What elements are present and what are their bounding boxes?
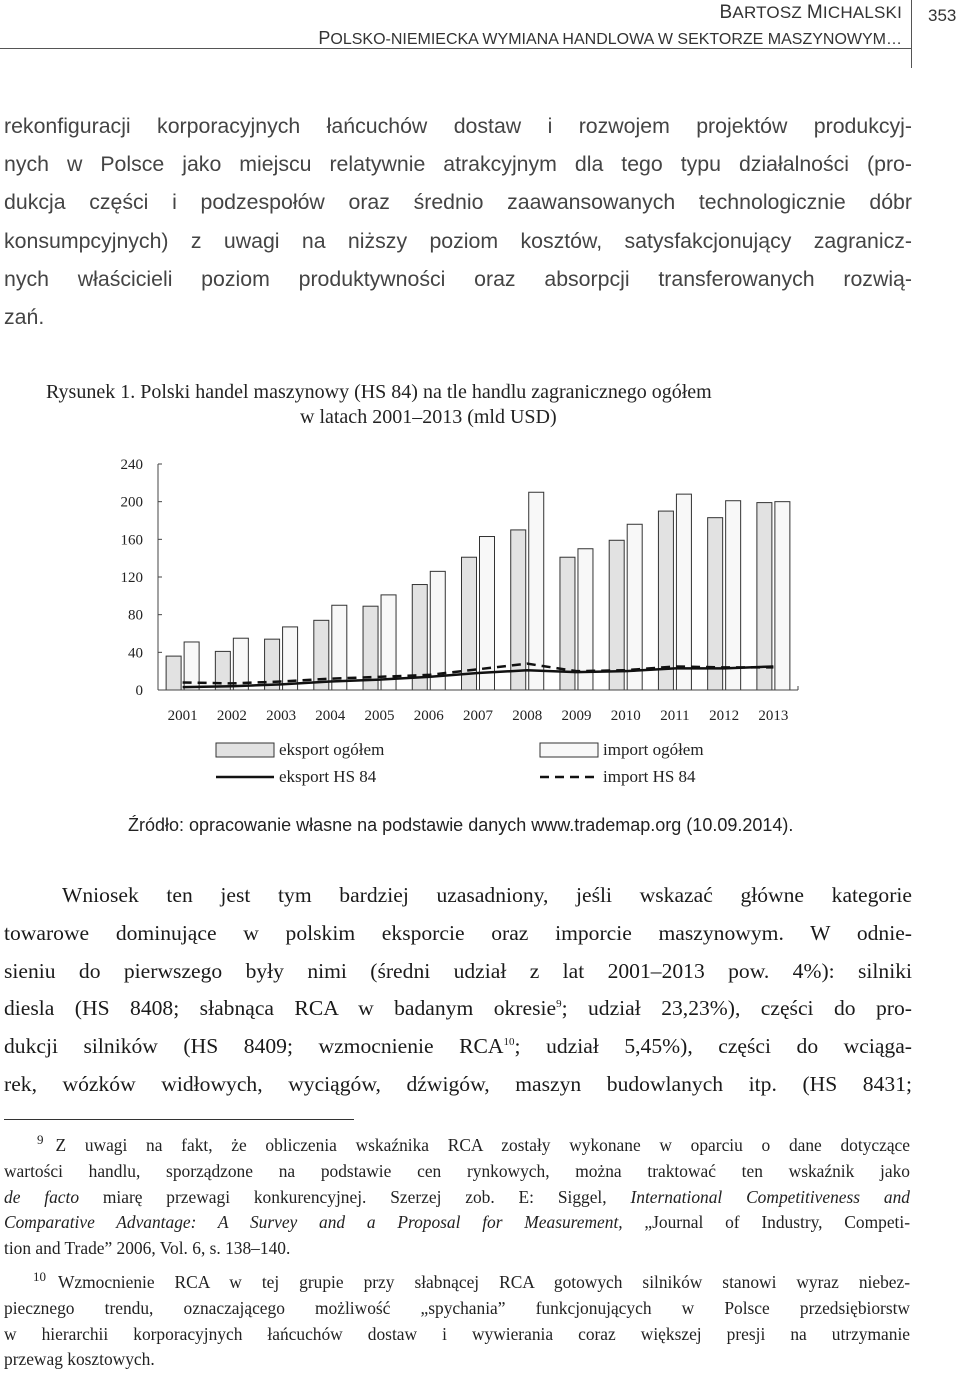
x-tick-label: 2001 [167, 708, 198, 724]
bar-eksport-ogolem [757, 503, 772, 690]
x-tick-label: 2007 [463, 708, 493, 724]
body-paragraph-1 [4, 107, 912, 336]
legend-swatch [216, 743, 274, 757]
footnote-ref-10[interactable]: 10 [503, 1036, 515, 1048]
x-tick-label: 2012 [709, 708, 740, 724]
legend-swatch [540, 743, 598, 757]
y-tick-label: 0 [135, 683, 143, 699]
footnote-line: de facto miarę przewagi konkurencyjnej. Szerzej zob. E: Siggel, International Competitiveness and [4, 1186, 910, 1207]
x-tick-label: 2011 [660, 708, 690, 724]
x-tick-label: 2006 [413, 708, 444, 724]
figure-caption: Rysunek 1. Polski handel maszynowy (HS 84) na tle handlu zagranicznego ogółem [46, 381, 712, 403]
footnote-line: Comparative Advantage: A Survey and a Proposal for Measurement, „Journal of Industry, Competi- [4, 1212, 910, 1233]
figure-source: Źródło: opracowanie własne na podstawie danych www.trademap.org (10.09.2014). [128, 815, 794, 835]
footnote-rule [4, 1119, 354, 1120]
bar-import-ogolem [578, 549, 593, 690]
text-line: Wniosek ten jest tym bardziej uzasadniony, jeśli wskazać główne kategorie [62, 883, 912, 907]
footnote-9 [4, 1133, 910, 1262]
x-axis-ticks [158, 686, 798, 724]
bar-import-ogolem [627, 524, 642, 690]
x-tick-label: 2009 [561, 708, 592, 724]
legend-label: eksport HS 84 [279, 767, 377, 786]
footnote-ref-9[interactable]: 9 [556, 998, 562, 1011]
footnote-line: piecznego trendu, oznaczającego możliwość „spychania” funkcjonujących w Polsce przedsiębiorstw [4, 1297, 910, 1318]
bar-import-ogolem [726, 501, 741, 690]
footnote-line: $^9$ Z uwagi na fakt, że obliczenia wskaźnika RCA zostały wykonane w oparciu o dane dotyczące [37, 1132, 910, 1155]
bar-import-ogolem [676, 494, 691, 690]
x-tick-label: 2002 [216, 708, 247, 724]
text-line: dukcji silników (HS 8409; wzmocnienie RCA$^{10}$; udział 5,45%), części do wciąga- [4, 1034, 912, 1059]
x-tick-label: 2005 [364, 708, 395, 724]
x-tick-label: 2003 [266, 708, 297, 724]
y-tick-label: 240 [120, 457, 143, 473]
footnote-line: w hierarchii korporacyjnych łańcuchów dostaw i wywierania coraz większej presji na utrzymanie [4, 1323, 910, 1344]
text-line: konsumpcyjnych) z uwagi na niższy poziom kosztów, satysfakcjonujący zagranicz- [4, 228, 912, 253]
bar-eksport-ogolem [658, 511, 673, 690]
legend-label: eksport ogółem [279, 740, 385, 759]
chart-legend [216, 740, 704, 786]
footnote-10 [4, 1270, 910, 1373]
running-header-title: POLSKO-NIEMIECKA WYMIANA HANDLOWA W SEKTORZE MASZYNOWYM… [318, 28, 902, 48]
footnote-line: wartości handlu, sporządzone na podstawie cen rynkowych, można traktować ten wskaźnik jako [4, 1160, 910, 1181]
bar-series [166, 492, 790, 690]
bar-import-ogolem [775, 502, 790, 690]
bar-eksport-ogolem [708, 518, 723, 690]
x-tick-label: 2004 [315, 708, 346, 724]
header-rule [0, 48, 912, 49]
text-line: zań. [4, 305, 45, 330]
text-line: rekonfiguracji korporacyjnych łańcuchów dostaw i rozwojem projektów produkcyj- [4, 114, 912, 138]
x-tick-label: 2008 [512, 708, 543, 724]
bar-import-ogolem [529, 492, 544, 690]
footnote-line: $^{10}$ Wzmocnienie RCA w tej grupie przy słabnącej RCA gotowych silników stanowi wyraz niebez- [33, 1269, 910, 1292]
text-line: nych w Polsce jako miejscu relatywnie atrakcyjnym dla tego typu działalności (pro- [4, 152, 912, 177]
text-line: nych właścicieli poziom produktywności oraz absorpcji transferowanych rozwią- [4, 266, 912, 291]
bar-eksport-ogolem [609, 540, 624, 690]
y-tick-label: 160 [120, 532, 143, 549]
footnote-line: przewag kosztowych. [4, 1349, 155, 1370]
y-tick-label: 80 [128, 607, 143, 624]
x-tick-label: 2013 [758, 708, 789, 724]
body-paragraph-2 [4, 877, 912, 1104]
figure-caption-line2: w latach 2001–2013 (mld USD) [300, 406, 557, 428]
text-line: towarowe dominujące w polskim eksporcie oraz imporcie maszynowym. W odnie- [4, 920, 912, 945]
y-tick-label: 120 [120, 570, 143, 586]
trade-chart [0, 440, 960, 820]
y-axis-ticks [121, 457, 163, 699]
y-tick-label: 40 [128, 645, 143, 662]
running-header-author: BARTOSZ MICHALSKI [719, 2, 902, 23]
x-tick-label: 2010 [610, 708, 641, 724]
legend-label: import HS 84 [603, 767, 696, 786]
text-line: diesla (HS 8408; słabnąca RCA w badanym okresie$^9$; udział 23,23%), części do pro- [4, 996, 912, 1021]
bar-eksport-ogolem [166, 656, 181, 690]
header-divider [911, 0, 912, 68]
page-number: 353 [928, 6, 957, 25]
text-line: rek, wózków widłowych, wyciągów, dźwigów, maszyn budowlanych itp. (HS 8431; [4, 1071, 912, 1096]
legend-label: import ogółem [603, 740, 704, 759]
text-line: sieniu do pierwszego były nimi (średni udział z lat 2001–2013 pow. 4%): silniki [4, 958, 912, 983]
y-tick-label: 200 [120, 494, 143, 511]
text-line: dukcja części i podzespołów oraz średnio zaawansowanych technologicznie dóbr [4, 190, 912, 215]
footnote-line: tion and Trade” 2006, Vol. 6, s. 138–140. [4, 1238, 291, 1259]
bar-import-ogolem [480, 537, 495, 690]
